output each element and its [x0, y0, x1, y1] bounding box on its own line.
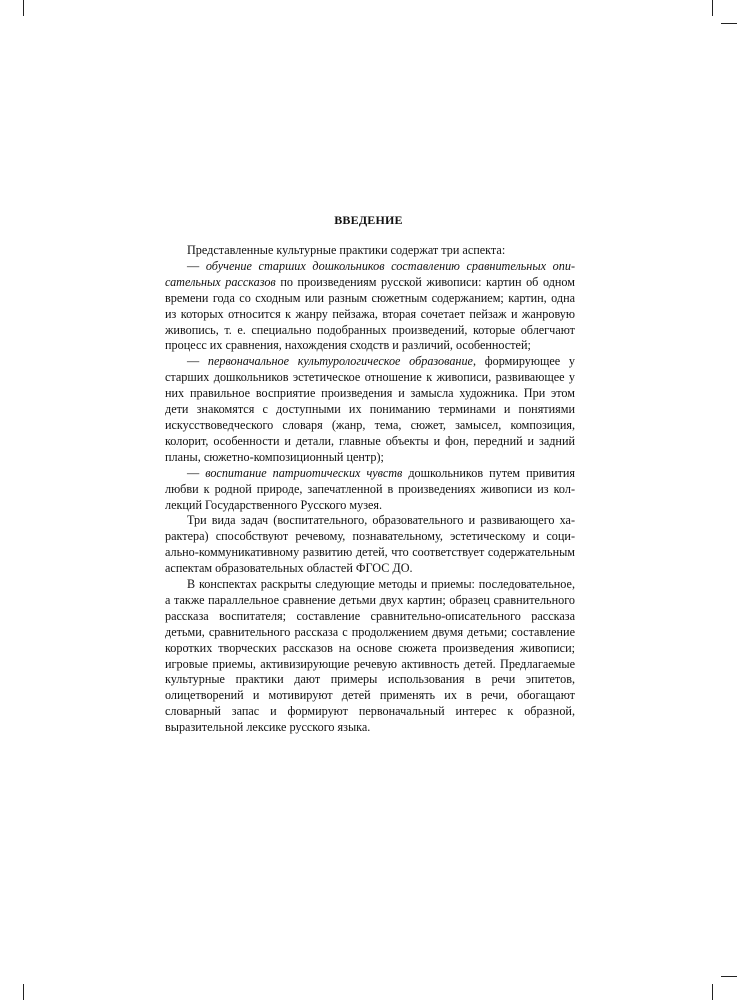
intro-paragraph: Представленные культурные практики содержат три аспекта:	[187, 243, 506, 257]
crop-mark-bottom-right	[712, 984, 713, 1000]
methods-paragraph: В конспектах раскрыты следующие методы и приемы: последовательное, а также параллельное сравнение детьми двух картин; образец сравнительного рассказа воспитателя; составление сравнительно-описательного рассказа детьми, сравнительного рассказа с продолжением двумя детьми; составление коротких творческих рассказов на основе сюжета произведения живописи; игровые приемы, активизирующие речевую активность детей. Предлагаемые культурные практики дают примеры использования в речи эпитетов, олицетворений и мотивируют детей применять их в речи, обогащают словарный запас и формируют первоначальный интерес к образной, выразительной лексике русского языка.	[165, 577, 575, 735]
aspect-paragraph-2	[165, 354, 575, 465]
aspect-italic-3: воспитание патриотических чувств	[205, 465, 403, 480]
dash: —	[187, 465, 206, 480]
aspect-italic-1: обучение старших дошкольников составлению сравнительных описательных рассказов	[165, 258, 575, 289]
aspect-italic-2: первоначальное культурологическое образование	[207, 354, 473, 369]
crop-mark-top-left	[23, 0, 24, 16]
aspect-paragraph-1	[165, 259, 575, 354]
tasks-paragraph: Три вида задач (воспитательного, образовательного и развивающего характера) способствуют речевому, познавательному, эстетическому и социально-коммуникативному развитию детей, что соответствует содержательным аспектам образовательных областей ФГОС ДО.	[165, 513, 575, 576]
dash: —	[187, 354, 208, 369]
body-text	[165, 243, 575, 736]
crop-mark-top-right	[712, 0, 713, 16]
crop-mark-bottom-right-h	[721, 976, 737, 977]
crop-mark-top-right-h	[721, 23, 737, 24]
dash: —	[187, 258, 206, 273]
aspect-text-1: по произведениям русской живописи: картин об одном времени года со сходным или разным сюжетным содержанием; картин, одна из которых относится к жанру пейзажа, вторая сочетает пейзаж и жанровую живопись, т. е. специально подобранных произведений, которые облегчают процесс их сравнения, нахождения сходств и различий, особенностей;	[165, 274, 576, 353]
aspect-paragraph-3	[165, 466, 575, 514]
aspect-text-2: , формирующее у старших дошкольников эстетическое отношение к живописи, развивающее у них правильное восприятие произведения и замысла художника. При этом дети знакомятся с доступными их пониманию терминами и понятиями искусствоведческого словаря (жанр, тема, сюжет, замысел, композиция, колорит, особенности и детали, главные объекты и фон, передний и задний планы, сюжетно-композиционный центр);	[165, 354, 575, 464]
aspect-text-3: дошкольников путем привития любви к родной природе, запечатленной в произведениях живописи из коллекций Государственного Русского музея.	[165, 465, 576, 512]
crop-mark-bottom-left	[23, 984, 24, 1000]
page-title: ВВЕДЕНИЕ	[334, 213, 403, 227]
